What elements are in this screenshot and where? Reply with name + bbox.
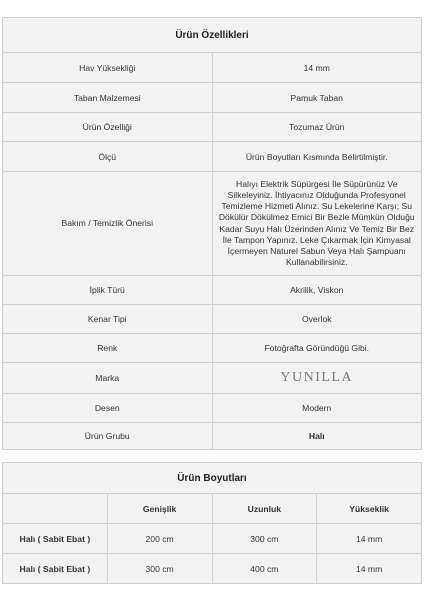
property-value: Fotoğrafta Göründüğü Gibi. — [212, 334, 422, 363]
property-value: Modern — [212, 394, 422, 423]
property-key: Desen — [3, 394, 213, 423]
column-header: Yükseklik — [317, 494, 422, 524]
table-cell: 300 cm — [107, 554, 212, 584]
brand-logo — [212, 363, 422, 394]
product-properties-table — [2, 17, 422, 450]
property-key: Renk — [3, 334, 213, 363]
table-cell: 14 mm — [317, 554, 422, 584]
table-cell: 400 cm — [212, 554, 317, 584]
table-row — [3, 53, 422, 83]
table-row — [3, 276, 422, 305]
row-label: Halı ( Sabit Ebat ) — [3, 554, 108, 584]
property-key: Kenar Tipi — [3, 305, 213, 334]
properties-title: Ürün Özellikleri — [3, 18, 422, 53]
property-key: Ürün Özelliği — [3, 113, 213, 142]
property-key: Hav Yüksekliği — [3, 53, 213, 83]
property-value: Akrilik, Viskon — [212, 276, 422, 305]
property-key: Ürün Grubu — [3, 423, 213, 450]
property-key: İplik Türü — [3, 276, 213, 305]
table-row — [3, 83, 422, 113]
property-value: Ürün Boyutları Kısmında Belirtilmiştir. — [212, 142, 422, 172]
property-value: 14 mm — [212, 53, 422, 83]
column-header: Genişlik — [107, 494, 212, 524]
table-row — [3, 524, 422, 554]
property-value: Halı — [212, 423, 422, 450]
property-key: Ölçü — [3, 142, 213, 172]
table-row — [3, 394, 422, 423]
property-value: Halıyı Elektrik Süpürgesi İle Süpürünüz Ve Silkeleyiniz. İhtiyacınız Olduğunda Profesyonel Temizleme Hizmeti Alınız. Su Lekelerine Karşı; Su Dökülür Dökülmez Emici Bir Bezle Mümkün Olduğu Kadar Suyu Halı Üzerinden Alınız Ve Temiz Bir Bez İle Tampon Yapınız. Leke Çıkarmak İçin Kimyasal İçermeyen Naturel Sabun Veya Halı Şampuanı Kullanabilirsiniz. — [212, 172, 422, 276]
brand-logo-text: YUNILLA — [280, 370, 354, 385]
table-cell: 14 mm — [317, 524, 422, 554]
dimensions-title: Ürün Boyutları — [3, 463, 422, 494]
column-header — [3, 494, 108, 524]
row-label: Halı ( Sabit Ebat ) — [3, 524, 108, 554]
property-value: Tozumaz Ürün — [212, 113, 422, 142]
property-key: Marka — [3, 363, 213, 394]
column-header: Uzunluk — [212, 494, 317, 524]
dimensions-header-row — [3, 494, 422, 524]
table-cell: 200 cm — [107, 524, 212, 554]
property-key: Taban Malzemesi — [3, 83, 213, 113]
table-row — [3, 363, 422, 394]
table-row — [3, 554, 422, 584]
table-row — [3, 423, 422, 450]
table-row — [3, 172, 422, 276]
table-row — [3, 113, 422, 142]
table-row — [3, 334, 422, 363]
property-key: Bakım / Temizlik Önerisi — [3, 172, 213, 276]
table-row — [3, 305, 422, 334]
property-value: Overlok — [212, 305, 422, 334]
table-cell: 300 cm — [212, 524, 317, 554]
property-value: Pamuk Taban — [212, 83, 422, 113]
table-row — [3, 142, 422, 172]
product-dimensions-table — [2, 462, 422, 584]
